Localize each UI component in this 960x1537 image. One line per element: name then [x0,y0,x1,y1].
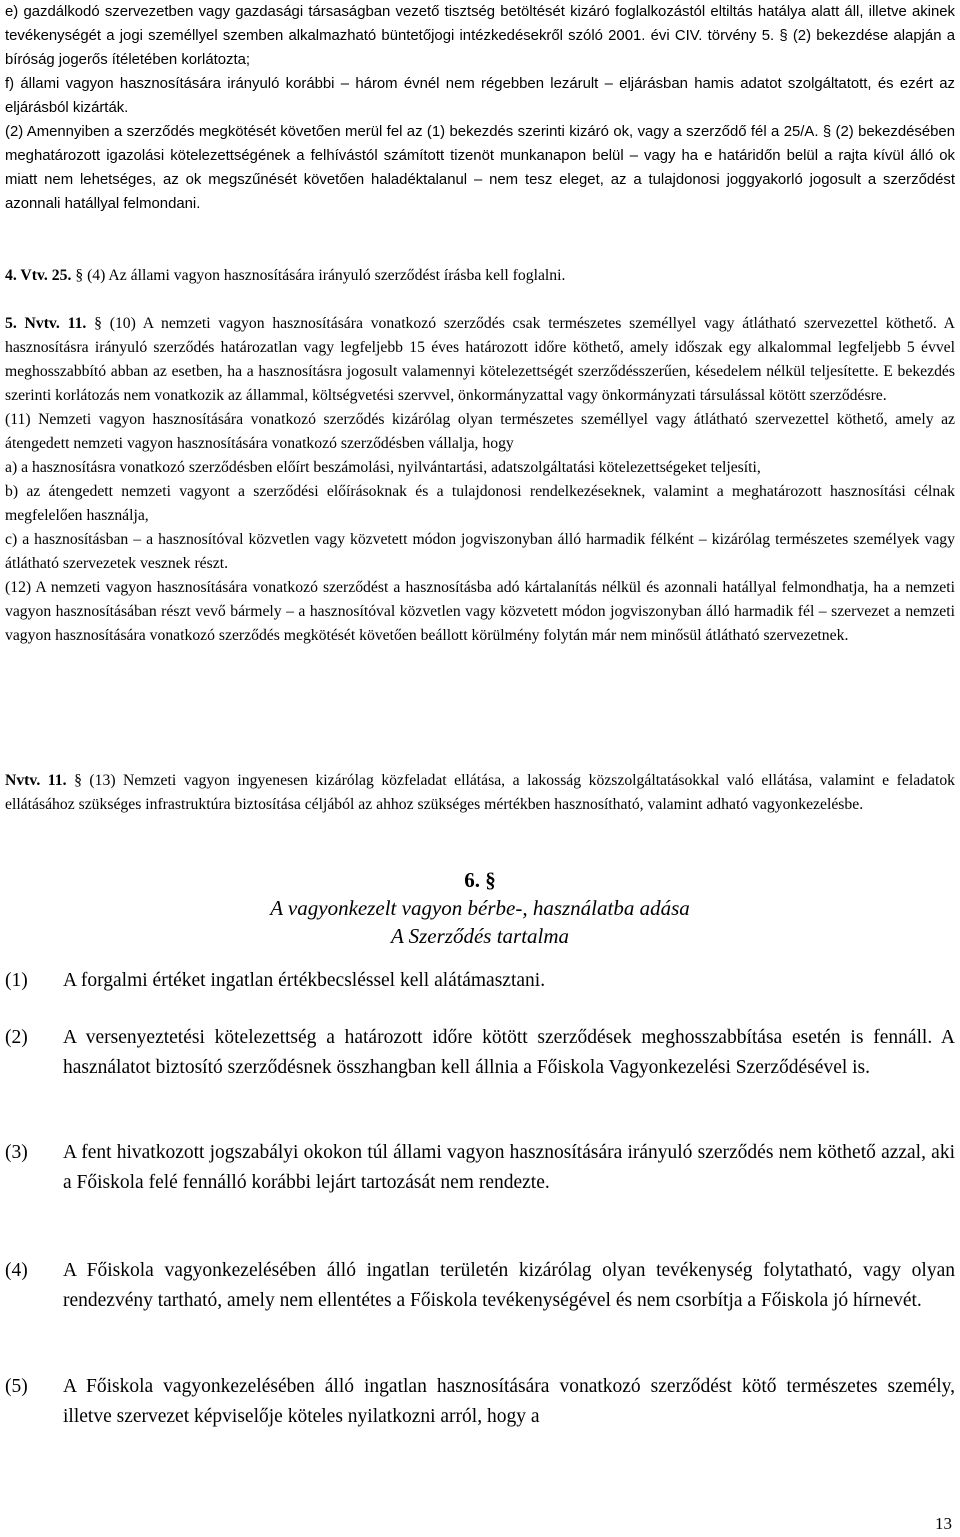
section-number: 6. § [464,868,496,892]
list-item-text: A Főiskola vagyonkezelésében álló ingatlan hasznosítására vonatkozó szerződést kötő természetes személy, illetve szervezet képviselője köteles nyilatkozni arról, hogy a [63,1376,955,1427]
list-item [5,1372,955,1432]
list-item [5,1023,955,1083]
list-item [5,1138,955,1198]
list-item-label: (4) [5,1260,28,1281]
nvtv11-block [5,312,955,648]
vtv-reference: 4. Vtv. 25. [5,267,72,284]
vtv-paragraph [5,264,955,288]
section-title: A vagyonkezelt vagyon bérbe-, használatba adása [270,896,690,920]
list-item-label: (3) [5,1142,28,1163]
nvtv13-reference: Nvtv. 11. [5,772,67,789]
intro-block [5,0,955,216]
nvtv-point-b: b) az átengedett nemzeti vagyont a szerződési előírásoknak és a tulajdonosi rendelkezéseknek, valamint a meghatározott hasznosítási célnak megfelelően használja, [5,483,955,524]
list-item [5,966,955,996]
list-item-label: (5) [5,1376,28,1397]
nvtv-paragraph-11: (11) Nemzeti vagyon hasznosítására vonatkozó szerződés kizárólag olyan természetes személlyel vagy átlátható szervezettel köthető, amely az átengedett nemzeti vagyon hasznosítására vonatkozó szerződésben vállalja, hogy [5,411,955,452]
nvtv-paragraph-13 [5,769,955,817]
vtv-block [5,264,955,288]
paragraph-2: (2) Amennyiben a szerződés megkötését követően merül fel az (1) bekezdés szerinti kizáró ok, vagy a szerződő fél a 25/A. § (2) bekezdésében meghatározott igazolási kötelezettségének a felhívástól számított tizenöt munkanapon belül – vagy ha e határidőn belül a rajta kívül álló ok miatt nem lehetséges, az ok megszűnését követően haladéktalanul – nem tesz eleget, az a tulajdonosi joggyakorló jogosult a szerződést azonnali hatállyal felmondani. [5,124,955,212]
nvtv13-text: § (13) Nemzeti vagyon ingyenesen kizárólag közfeladat ellátása, a lakosság közszolgáltatásokkal való ellátása, valamint e feladatok ellátásához szükséges infrastruktúra biztosítása céljából az ahhoz szükséges mértékben hasznosítható, valamint adható vagyonkezelésbe. [5,772,956,813]
nvtv-text-10: § (10) A nemzeti vagyon hasznosítására vonatkozó szerződés csak természetes személlyel vagy átlátható szervezettel köthető. A hasznosításra irányuló szerződés határozatlan vagy legfeljebb 15 éves határozott időre köthető, amely időszak egy alkalommal legfeljebb 5 évvel meghosszabbító abban az esetben, ha a hasznosításra jogosult valamennyi kötelezettségét szerződésszerűen, késedelem nélkül teljesítette. E bekezdés szerinti korlátozás nem vonatkozik az állammal, költségvetési szervvel, önkormányzattal vagy önkormányzati társulással kötött szerződésre. [5,315,955,404]
vtv-text: § (4) Az állami vagyon hasznosítására irányuló szerződést írásba kell foglalni. [75,267,566,284]
nvtv13-block [5,769,955,817]
nvtv-paragraph-10 [5,312,955,408]
nvtv-point-a: a) a hasznosításra vonatkozó szerződésben előírt beszámolási, nyilvántartási, adatszolgáltatási kötelezettségeket teljesíti, [5,459,761,476]
nvtv-paragraph-12: (12) A nemzeti vagyon hasznosítására vonatkozó szerződést a hasznosításba adó kártalanítás nélkül és azonnali hatállyal felmondhatja, ha a nemzeti vagyon hasznosításában részt vevő bármely – a hasznosítóval közvetlen vagy közvetett módon jogviszonyban álló harmadik fél – szervezet a nemzeti vagyon hasznosítására vonatkozó szerződés megkötését követően beállott körülmény folytán már nem minősül átlátható szervezetnek. [5,579,955,644]
nvtv-reference: 5. Nvtv. 11. [5,315,87,332]
paragraph-e: e) gazdálkodó szervezetben vagy gazdasági társaságban vezető tisztség betöltését kizáró foglalkozástól eltiltás hatálya alatt áll, illetve akinek tevékenységét a jogi személlyel szemben alkalmazható büntetőjogi intézkedésekről szóló 2001. évi CIV. törvény 5. § (2) bekezdése alapján a bíróság jogerős ítéletében korlátozta; [5,4,955,68]
page-number: 13 [935,1514,952,1533]
list-item-text: A versenyeztetési kötelezettség a határozott időre kötött szerződések meghosszabbítása esetén is fennáll. A használatot biztosító szerződésnek összhangban kell állnia a Főiskola Vagyonkezelési Szerződésével is. [63,1027,955,1078]
list-item-label: (1) [5,970,28,991]
list-item-text: A Főiskola vagyonkezelésében álló ingatlan területén kizárólag olyan tevékenység folytatható, vagy olyan rendezvény tartható, amely nem ellentétes a Főiskola tevékenységével és nem csorbítja a Főiskola jó hírnevét. [63,1260,955,1311]
list-item [5,1256,955,1316]
section-subtitle: A Szerződés tartalma [390,924,570,948]
nvtv-point-c: c) a hasznosításban – a hasznosítóval közvetlen vagy közvetett módon jogviszonyban álló harmadik félként – kizárólag természetes személyek vagy átlátható szervezetek vesznek részt. [5,531,955,572]
section-heading [0,866,960,950]
list-item-text: A forgalmi értéket ingatlan értékbecsléssel kell alátámasztani. [63,970,546,991]
list-item-label: (2) [5,1027,28,1048]
paragraph-f: f) állami vagyon hasznosítására irányuló korábbi – három évnél nem régebben lezárult – eljárásban hamis adatot szolgáltatott, és ezért az eljárásból kizárták. [5,76,955,116]
list-item-text: A fent hivatkozott jogszabályi okokon túl állami vagyon hasznosítására irányuló szerződés nem köthető azzal, aki a Főiskola felé fennálló korábbi lejárt tartozását nem rendezte. [63,1142,955,1193]
